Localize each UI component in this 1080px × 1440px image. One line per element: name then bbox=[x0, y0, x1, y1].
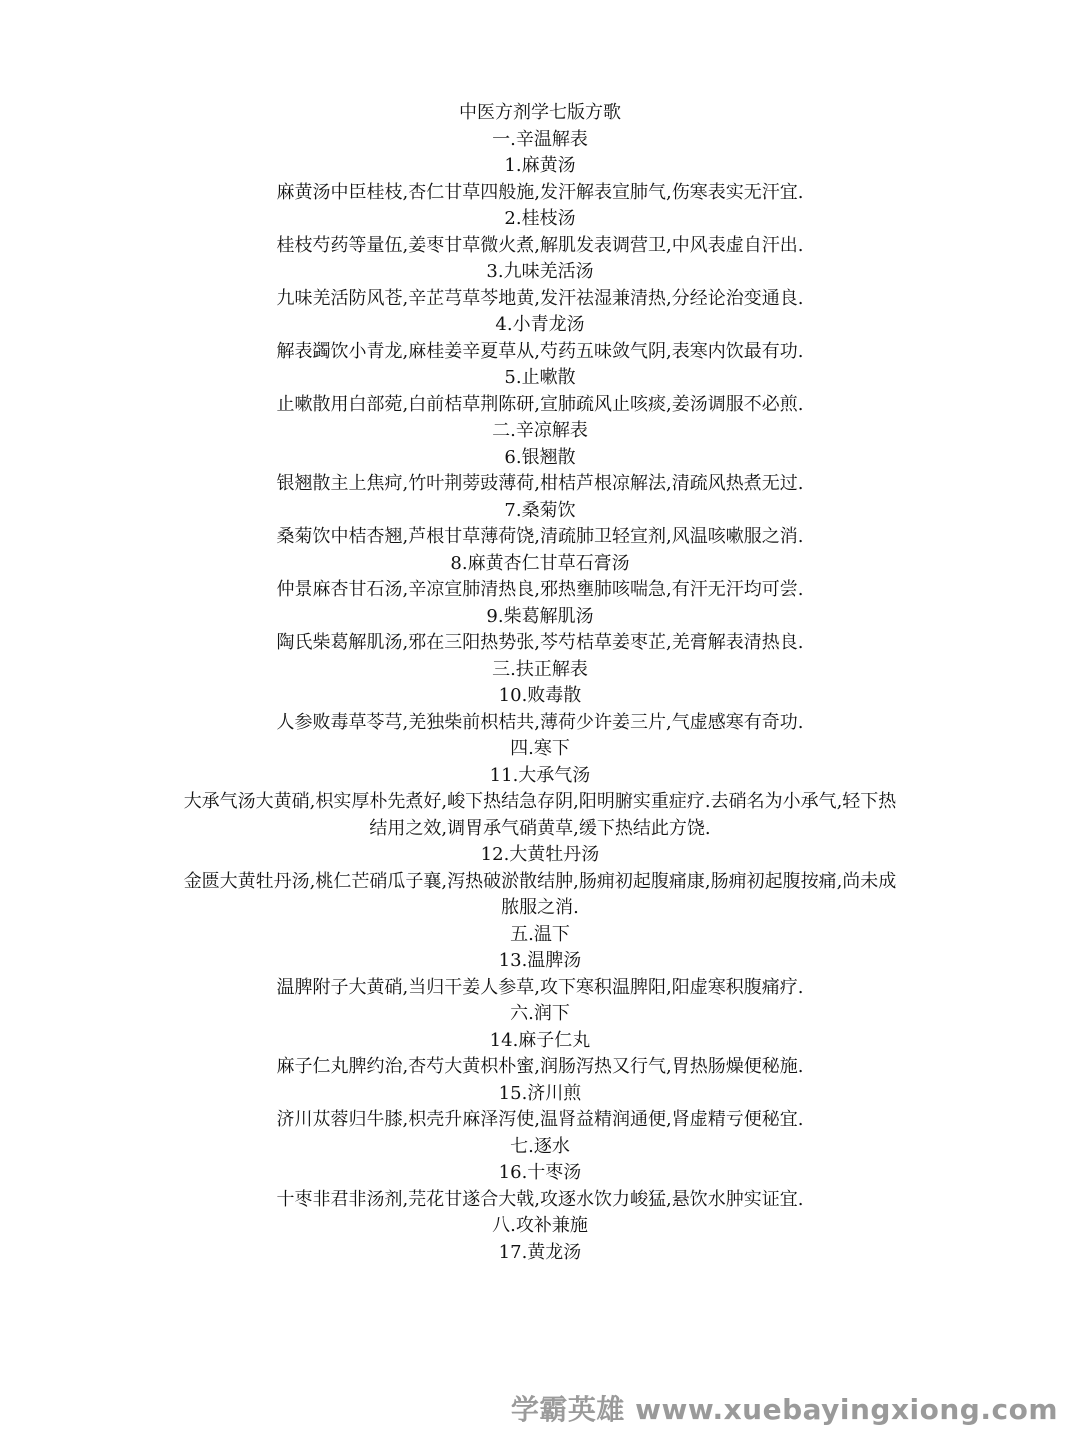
verse-line: 银翘散主上焦疴,竹叶荆蒡豉薄荷,柑桔芦根凉解法,清疏风热煮无过. bbox=[276, 473, 804, 494]
formula-title: 8.麻黄杏仁甘草石膏汤 bbox=[450, 552, 630, 574]
formula-title: 11.大承气汤 bbox=[489, 764, 591, 786]
verse-line: 桑菊饮中桔杏翘,芦根甘草薄荷饶,清疏肺卫轻宣剂,风温咳嗽服之消. bbox=[276, 526, 804, 547]
verse-line: 麻子仁丸脾约治,杏芍大黄枳朴蜜,润肠泻热又行气,胃热肠燥便秘施. bbox=[276, 1056, 804, 1077]
verse-line: 人参败毒草苓芎,羌独柴前枳桔共,薄荷少许姜三片,气虚感寒有奇功. bbox=[276, 711, 804, 733]
formula-title: 6.银翘散 bbox=[504, 446, 576, 468]
formula-title: 9.柴葛解肌汤 bbox=[486, 605, 594, 627]
verse-line: 仲景麻杏甘石汤,辛凉宣肺清热良,邪热壅肺咳喘急,有汗无汗均可尝. bbox=[276, 579, 804, 600]
verse-line: 十枣非君非汤剂,芫花甘遂合大戟,攻逐水饮力峻猛,悬饮水肿实证宜. bbox=[276, 1188, 804, 1210]
formula-title: 16.十枣汤 bbox=[498, 1162, 582, 1183]
formula-title: 1.麻黄汤 bbox=[504, 155, 576, 176]
formula-title: 12.大黄牡丹汤 bbox=[480, 844, 600, 865]
formula-title: 15.济川煎 bbox=[498, 1082, 582, 1104]
section-heading: 一.辛温解表 bbox=[492, 128, 588, 150]
section-heading: 二.辛凉解表 bbox=[492, 420, 588, 441]
formula-title: 3.九味羌活汤 bbox=[486, 261, 594, 282]
verse-line: 金匮大黄牡丹汤,桃仁芒硝瓜子襄,泻热破淤散结肿,肠痈初起腹痛康,肠痈初起腹按痛,尚未成脓服之消. bbox=[183, 870, 897, 918]
verse-line: 桂枝芍药等量伍,姜枣甘草微火煮,解肌发表调营卫,中风表虚自汗出. bbox=[276, 234, 804, 256]
section-heading: 六.润下 bbox=[510, 1003, 570, 1024]
formula-title: 17.黄龙汤 bbox=[498, 1241, 582, 1263]
formula-title: 7.桑菊饮 bbox=[504, 499, 576, 521]
formula-title: 4.小青龙汤 bbox=[495, 314, 585, 335]
section-heading: 五.温下 bbox=[510, 923, 570, 945]
formula-title: 13.温脾汤 bbox=[498, 950, 582, 971]
formula-title: 10.败毒散 bbox=[498, 685, 582, 706]
document-body bbox=[150, 100, 930, 1266]
watermark: 学霸英雄 www.xuebayingxiong.com bbox=[510, 1393, 1058, 1426]
document-title: 中医方剂学七版方歌 bbox=[459, 102, 621, 123]
formula-title: 5.止嗽散 bbox=[504, 367, 576, 388]
section-heading: 八.攻补兼施 bbox=[492, 1215, 588, 1236]
verse-line: 陶氏柴葛解肌汤,邪在三阳热势张,芩芍桔草姜枣芷,羌膏解表清热良. bbox=[276, 632, 804, 653]
verse-line: 温脾附子大黄硝,当归干姜人参草,攻下寒积温脾阳,阳虚寒积腹痛疗. bbox=[276, 976, 804, 998]
formula-title: 14.麻子仁丸 bbox=[489, 1029, 591, 1051]
verse-line: 大承气汤大黄硝,枳实厚朴先煮好,峻下热结急存阴,阳明腑实重症疗.去硝名为小承气,轻下热结用之效,调胃承气硝黄草,缓下热结此方饶. bbox=[183, 791, 897, 839]
section-heading: 四.寒下 bbox=[510, 738, 570, 759]
section-heading: 三.扶正解表 bbox=[492, 658, 588, 680]
verse-line: 麻黄汤中臣桂枝,杏仁甘草四般施,发汗解表宣肺气,伤寒表实无汗宜. bbox=[276, 181, 804, 203]
formula-list bbox=[150, 127, 930, 1267]
verse-line: 止嗽散用白部菀,白前桔草荆陈研,宣肺疏风止咳痰,姜汤调服不必煎. bbox=[276, 393, 804, 415]
verse-line: 解表蠲饮小青龙,麻桂姜辛夏草从,芍药五味敛气阴,表寒内饮最有功. bbox=[276, 340, 804, 362]
verse-line: 九味羌活防风苍,辛芷芎草芩地黄,发汗祛湿兼清热,分经论治变通良. bbox=[276, 287, 804, 309]
formula-title: 2.桂枝汤 bbox=[504, 208, 576, 229]
section-heading: 七.逐水 bbox=[510, 1135, 570, 1157]
verse-line: 济川苁蓉归牛膝,枳壳升麻泽泻使,温肾益精润通便,肾虚精亏便秘宜. bbox=[276, 1109, 804, 1130]
